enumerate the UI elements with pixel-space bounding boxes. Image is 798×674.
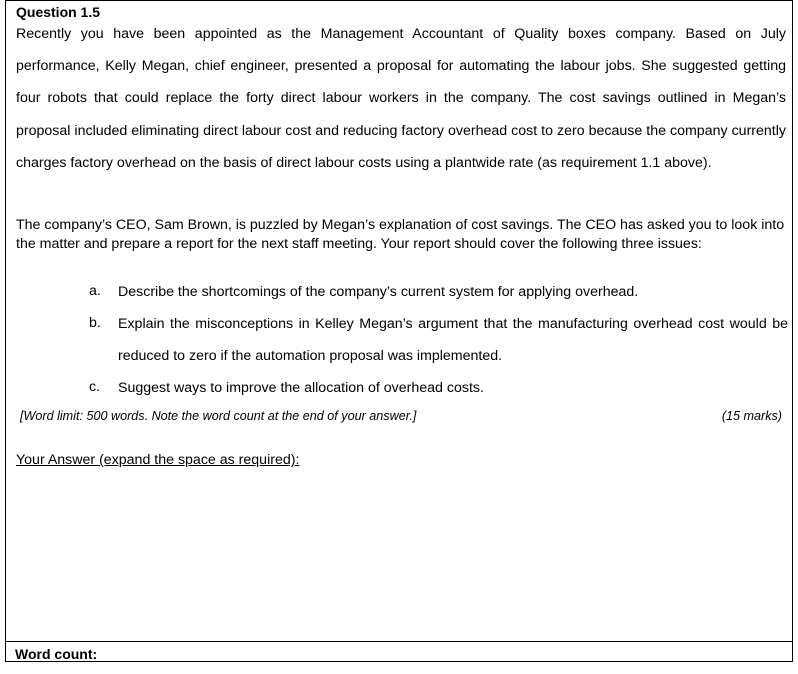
list-marker: a. — [89, 283, 101, 299]
question-paragraph-2: The company’s CEO, Sam Brown, is puzzled by Megan’s explanation of cost savings. The CEO has asked you to look into the matter and prepare a report for the next staff meeting. Your report should cover the following three issues: — [16, 217, 785, 252]
list-marker: b. — [89, 315, 101, 331]
question-title: Question 1.5 — [16, 4, 101, 20]
marks-label: (15 marks) — [721, 409, 782, 423]
question-box — [5, 0, 793, 662]
word-limit-note: [Word limit: 500 words. Note the word count at the end of your answer.] — [20, 409, 417, 423]
list-item-text: Describe the shortcomings of the company’s current system for applying overhead. — [118, 284, 639, 300]
question-paragraph-1: Recently you have been appointed as the Management Accountant of Quality boxes company. Based on July performance, Kelly Megan, chief engineer, presented a proposal for automating the labour jobs. She suggested getting four robots that could replace the forty direct labour workers in the company. The cost savings outlined in Megan’s proposal included eliminating direct labour cost and reducing factory overhead cost to zero because the company currently charges factory overhead on the basis of direct labour costs using a plantwide rate (as requirement 1.1 above). — [16, 26, 786, 171]
list-item-text: Suggest ways to improve the allocation of overhead costs. — [118, 380, 484, 396]
answer-area[interactable] — [16, 475, 784, 635]
answer-label: Your Answer (expand the space as required): — [16, 452, 300, 468]
word-count-label: Word count: — [15, 646, 98, 662]
list-marker: c. — [89, 379, 101, 395]
word-count-row — [6, 641, 792, 663]
list-item-text: Explain the misconceptions in Kelley Megan’s argument that the manufacturing overhead cost would be reduced to zero if the automation proposal was implemented. — [118, 316, 788, 364]
